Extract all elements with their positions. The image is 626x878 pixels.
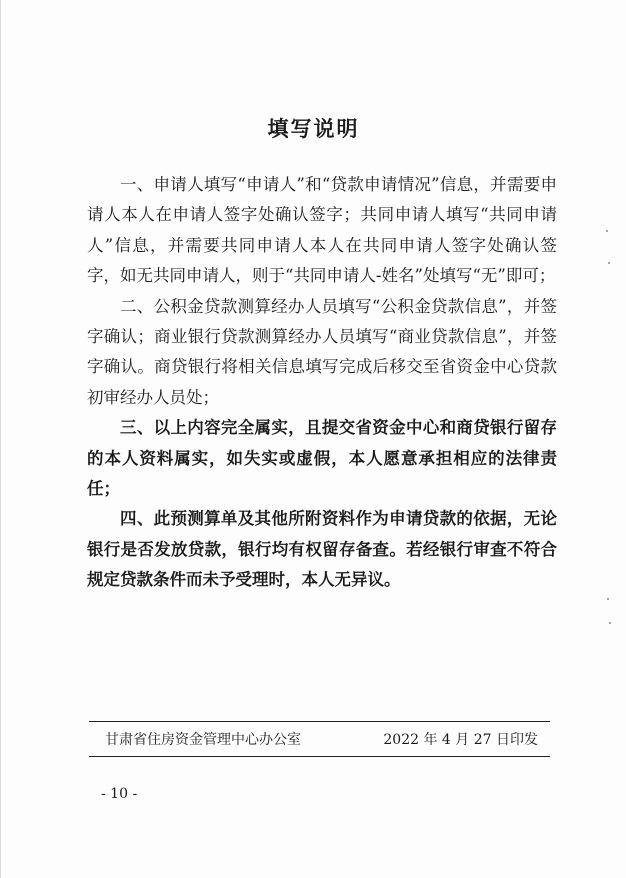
instruction-paragraph-3: 三、以上内容完全属实，且提交省资金中心和商贷银行留存的本人资料属实，如失实或虚假，本人愿意承担相应的法律责任； <box>87 418 557 499</box>
footer-date: 2022 年 4 月 27 日印发 <box>383 732 538 748</box>
instructions-body <box>87 170 557 596</box>
instruction-paragraph-2: 二、公积金贷款测算经办人员填写“公积金贷款信息”，并签字确认；商业银行贷款测算经办人员填写“商业贷款信息”，并签字确认。商贷银行将相关信息填写完成后移交至省资金中心贷款初审经办人员处； <box>87 296 557 407</box>
instruction-paragraph-1: 一、申请人填写“申请人”和“贷款申请情况”信息，并需要申请人本人在申请人签字处确认签字；共同申请人填写“共同申请人”信息，并需要共同申请人本人在共同申请人签字处确认签字，如无共同申请人，则于“共同申请人-姓名”处填写“无”即可； <box>87 175 557 286</box>
instruction-paragraph-4: 四、此预测算单及其他所附资料作为申请贷款的依据，无论银行是否发放贷款，银行均有权留存备查。若经银行审查不符合规定贷款条件而未予受理时，本人无异议。 <box>87 509 557 590</box>
scan-speck <box>606 230 608 232</box>
scan-speck <box>607 598 609 600</box>
page-title: 填写说明 <box>267 116 360 141</box>
scan-speck <box>608 262 610 264</box>
footer-issuer: 甘肃省住房资金管理中心办公室 <box>105 732 301 748</box>
page-number: - 10 - <box>101 786 138 802</box>
scan-speck <box>609 622 611 624</box>
footer-bottom-rule <box>89 756 550 757</box>
footer-top-rule <box>89 721 550 722</box>
